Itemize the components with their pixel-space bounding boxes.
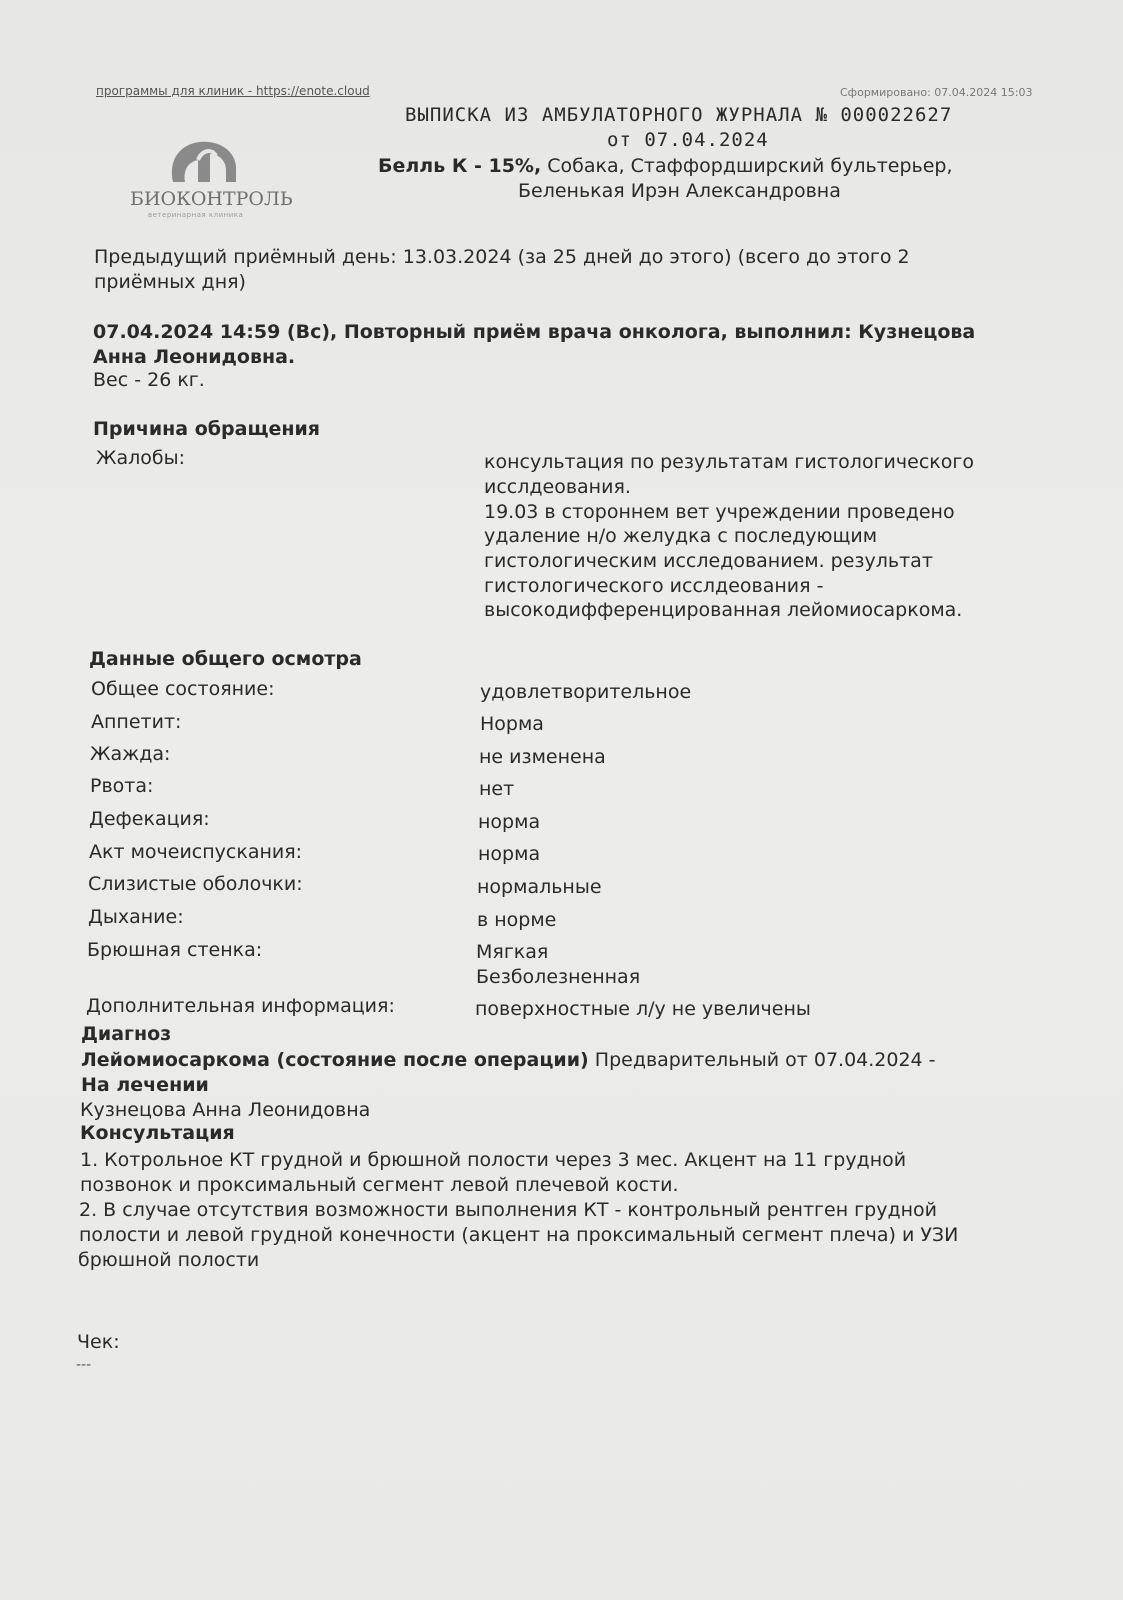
document-date: от 07.04.2024 bbox=[607, 129, 769, 151]
complaints-line: исслдеования. bbox=[484, 476, 631, 498]
diagnosis-doctor: Кузнецова Анна Леонидовна bbox=[80, 1099, 371, 1121]
exam-value: нормальные bbox=[477, 876, 602, 898]
diagnosis-heading: Диагноз bbox=[81, 1023, 172, 1045]
exam-label: Дефекация: bbox=[89, 808, 210, 830]
generated-timestamp: Сформировано: 07.04.2024 15:03 bbox=[840, 86, 1033, 99]
exam-label: Дополнительная информация: bbox=[86, 995, 395, 1017]
exam-value: нет bbox=[479, 778, 515, 800]
exam-label: Брюшная стенка: bbox=[87, 939, 263, 961]
complaints-line: высокодифференцированная лейомиосаркома. bbox=[484, 599, 963, 621]
complaints-line: гистологического исслдеования - bbox=[484, 575, 824, 597]
exam-value: норма bbox=[478, 811, 541, 833]
clinic-logo-name: БИОКОНТРОЛЬ bbox=[130, 188, 293, 210]
exam-label: Рвота: bbox=[90, 775, 154, 797]
exam-label: Жажда: bbox=[90, 743, 171, 765]
previous-visit-line2: приёмных дня) bbox=[94, 271, 246, 293]
visit-header-line1: 07.04.2024 14:59 (Вс), Повторный приём врача онколога, выполнил: Кузнецова bbox=[93, 321, 976, 343]
receipt-label: Чек: bbox=[77, 1331, 120, 1353]
consultation-line: 2. В случае отсутствия возможности выполнения КТ - контрольный рентген грудной bbox=[79, 1199, 937, 1221]
exam-value: Мягкая bbox=[476, 941, 549, 963]
complaints-line: гистологическим исследованием. результат bbox=[484, 550, 933, 572]
patient-species: Собака, Стаффордширский бультерьер, bbox=[541, 155, 953, 177]
consultation-line: брюшной полости bbox=[78, 1249, 260, 1271]
exam-value: не изменена bbox=[479, 746, 606, 768]
diagnosis-status: На лечении bbox=[81, 1074, 209, 1096]
consultation-line: полости и левой грудной конечности (акцент на проксимальный сегмент плеча) и УЗИ bbox=[79, 1224, 959, 1246]
complaints-label: Жалобы: bbox=[96, 447, 185, 469]
previous-visit-line1: Предыдущий приёмный день: 13.03.2024 (за 25 дней до этого) (всего до этого 2 bbox=[94, 246, 910, 268]
exam-label: Слизистые оболочки: bbox=[88, 873, 303, 895]
consultation-heading: Консультация bbox=[80, 1122, 235, 1144]
document-title: ВЫПИСКА ИЗ АМБУЛАТОРНОГО ЖУРНАЛА № 000022627 bbox=[405, 104, 953, 126]
diagnosis-line bbox=[81, 1048, 936, 1073]
diagnosis-name: Лейомиосаркома (состояние после операции) bbox=[81, 1049, 589, 1071]
exam-label: Акт мочеиспускания: bbox=[89, 841, 303, 863]
patient-weight: Вес - 26 кг. bbox=[93, 369, 205, 391]
patient-name: Белль К - 15%, bbox=[378, 155, 542, 177]
complaints-line: консультация по результатам гистологического bbox=[484, 451, 974, 473]
owner-name: Беленькая Ирэн Александровна bbox=[518, 180, 841, 202]
complaints-line: удаление н/о желудка с последующим bbox=[484, 525, 878, 547]
receipt-value: --- bbox=[76, 1357, 92, 1373]
exam-value: Безболезненная bbox=[476, 966, 641, 988]
exam-value: в норме bbox=[477, 909, 557, 931]
software-link[interactable]: программы для клиник - https://enote.cloud bbox=[96, 84, 370, 98]
exam-value: Норма bbox=[480, 713, 544, 735]
reason-heading: Причина обращения bbox=[93, 418, 321, 440]
exam-label: Аппетит: bbox=[91, 711, 182, 733]
exam-value: удовлетворительное bbox=[480, 681, 692, 703]
exam-value: норма bbox=[478, 843, 541, 865]
consultation-line: 1. Котрольное КТ грудной и брюшной полости через 3 мес. Акцент на 11 грудной bbox=[80, 1149, 907, 1171]
exam-label: Общее состояние: bbox=[91, 678, 275, 700]
exam-value: поверхностные л/у не увеличены bbox=[475, 998, 811, 1020]
consultation-line: позвонок и проксимальный сегмент левой плечевой кости. bbox=[80, 1174, 679, 1196]
exam-label: Дыхание: bbox=[88, 906, 184, 928]
complaints-line: 19.03 в стороннем вет учреждении проведено bbox=[484, 501, 955, 523]
exam-heading: Данные общего осмотра bbox=[89, 648, 362, 670]
patient-line bbox=[378, 155, 953, 177]
clinic-logo-subtitle: ветеринарная клиника bbox=[148, 211, 244, 219]
visit-header-line2: Анна Леонидовна. bbox=[93, 346, 296, 368]
diagnosis-type: Предварительный от 07.04.2024 - bbox=[588, 1049, 936, 1071]
